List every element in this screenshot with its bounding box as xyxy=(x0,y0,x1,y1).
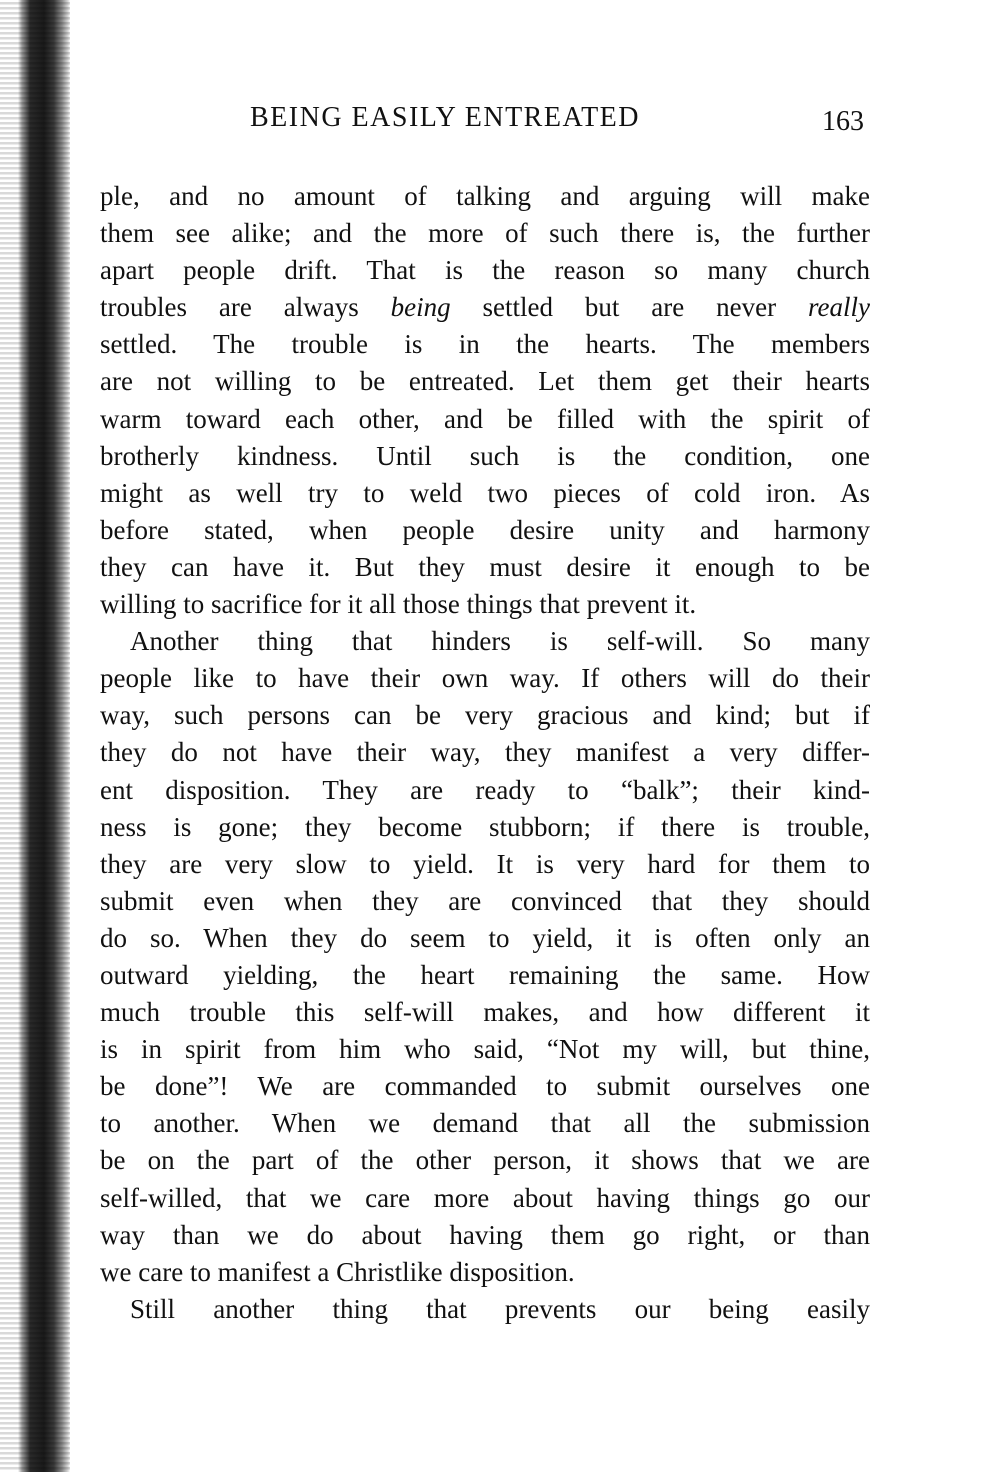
text-line: be on the part of the other person, it shows that we are xyxy=(100,1145,870,1176)
text-line: outward yielding, the heart remaining the same. How xyxy=(100,959,870,990)
text-line: they can have it. But they must desire it enough to be xyxy=(100,551,870,582)
text-line: brotherly kindness. Until such is the condition, one xyxy=(100,440,870,471)
italic-word-being: being xyxy=(390,292,451,323)
running-title: BEING EASILY ENTREATED xyxy=(250,102,640,133)
text-line: way, such persons can be very gracious and kind; but if xyxy=(100,700,870,731)
text-line: way than we do about having them go right, or than xyxy=(100,1219,870,1250)
book-page xyxy=(100,100,870,1328)
text-line: apart people drift. That is the reason so many church xyxy=(100,255,870,286)
text-line-with-italics xyxy=(100,289,870,326)
italic-word-really: really xyxy=(808,292,871,323)
text-line: they are very slow to yield. It is very hard for them to xyxy=(100,848,870,879)
text-run: settled but are never xyxy=(450,292,809,323)
running-head xyxy=(100,100,870,150)
text-line: self-willed, that we care more about having things go our xyxy=(100,1182,870,1213)
text-line: do so. When they do seem to yield, it is often only an xyxy=(100,922,870,953)
paragraph-start-line: Another thing that hinders is self-will. So many xyxy=(130,626,870,657)
text-line: ness is gone; they become stubborn; if there is trouble, xyxy=(100,811,870,842)
text-line: settled. The trouble is in the hearts. The members xyxy=(100,329,870,360)
text-line: warm toward each other, and be filled with the spirit of xyxy=(100,403,870,434)
text-line: them see alike; and the more of such there is, the further xyxy=(100,218,870,249)
text-line: willing to sacrifice for it all those things that prevent it. xyxy=(100,589,697,620)
text-line: they do not have their way, they manifest a very differ- xyxy=(100,737,870,768)
text-line: ent disposition. They are ready to “balk”; their kind- xyxy=(100,774,870,805)
text-line: might as well try to weld two pieces of cold iron. As xyxy=(100,477,870,508)
text-line: much trouble this self-will makes, and how different it xyxy=(100,997,870,1028)
text-line: submit even when they are convinced that they should xyxy=(100,885,870,916)
text-run: troubles are always xyxy=(100,292,391,323)
text-line: is in spirit from him who said, “Not my will, but thine, xyxy=(100,1034,870,1065)
page-number: 163 xyxy=(822,106,864,137)
body-text xyxy=(100,178,870,1328)
text-line: to another. When we demand that all the submission xyxy=(100,1108,870,1139)
scanned-page-spine-edge xyxy=(0,0,70,1472)
text-line: we care to manifest a Christlike disposition. xyxy=(100,1256,575,1287)
paragraph-start-line: Still another thing that prevents our being easily xyxy=(130,1293,870,1324)
text-line: people like to have their own way. If others will do their xyxy=(100,663,870,694)
text-line: be done”! We are commanded to submit ourselves one xyxy=(100,1071,870,1102)
text-line: ple, and no amount of talking and arguing will make xyxy=(100,181,870,211)
text-line: before stated, when people desire unity and harmony xyxy=(100,514,870,545)
text-line: are not willing to be entreated. Let them get their hearts xyxy=(100,366,870,397)
